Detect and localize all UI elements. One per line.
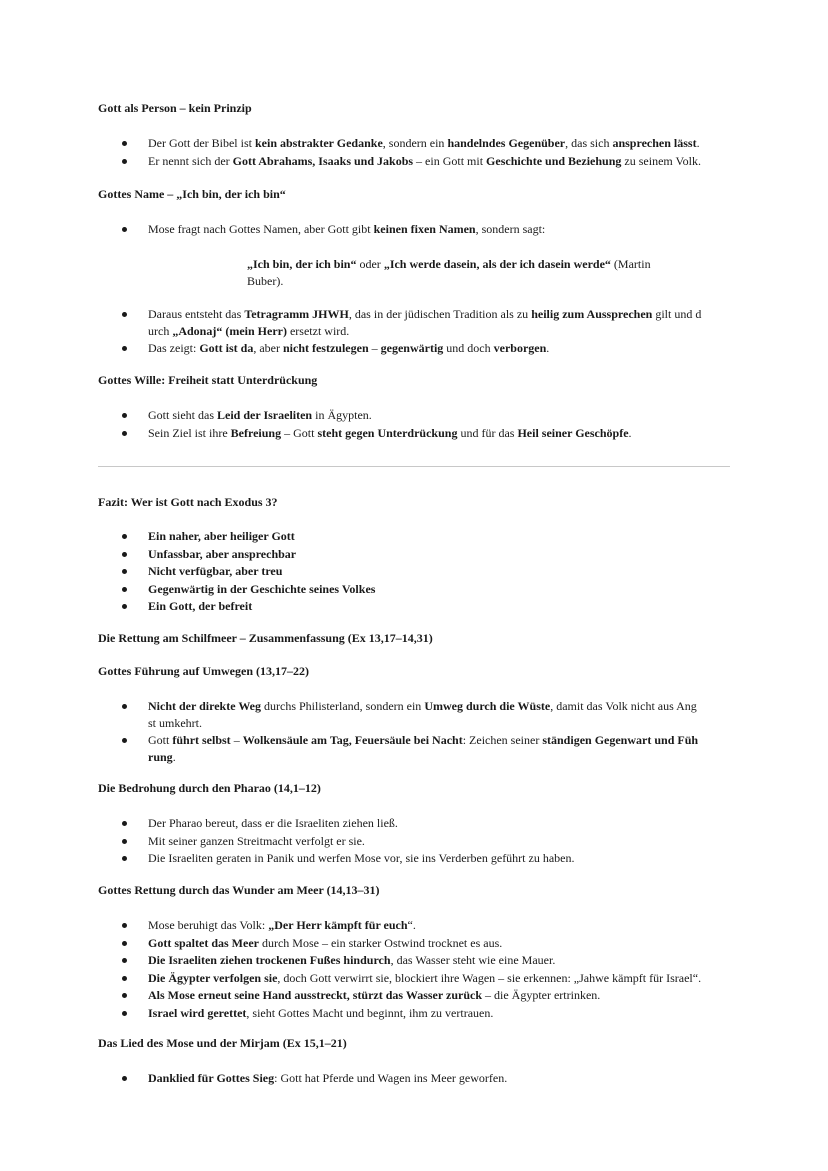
list-item: Mit seiner ganzen Streitmacht verfolgt er sie. [118, 833, 730, 850]
section-heading-gott-als-person: Gott als Person – kein Prinzip [98, 101, 252, 115]
list-item: Mose fragt nach Gottes Namen, aber Gott gibt keinen fixen Namen, sondern sagt: [118, 221, 730, 238]
section-heading-gottes-name: Gottes Name – „Ich bin, der ich bin“ [98, 187, 286, 201]
bullet-list [118, 698, 730, 766]
list-item: Das zeigt: Gott ist da, aber nicht festzulegen – gegenwärtig und doch verborgen. [118, 340, 730, 357]
bullet-list [118, 407, 730, 442]
bullet-list [118, 306, 730, 358]
bullet-list [118, 1070, 730, 1088]
bullet-list [118, 221, 730, 239]
list-item: Die Israeliten ziehen trockenen Fußes hindurch, das Wasser steht wie eine Mauer. [118, 952, 730, 969]
list-item: Die Ägypter verfolgen sie, doch Gott verwirrt sie, blockiert ihre Wagen – sie erkennen: „Jahwe kämpft für Israel“. [118, 970, 730, 987]
list-item: Nicht verfügbar, aber treu [118, 563, 730, 580]
list-item: Der Gott der Bibel ist kein abstrakter Gedanke, sondern ein handelndes Gegenüber, das sich ansprechen lässt. [118, 135, 730, 152]
list-item: Gott führt selbst – Wolkensäule am Tag, Feuersäule bei Nacht: Zeichen seiner ständigen Gegenwart und Füh rung. [118, 732, 730, 765]
list-item: Die Israeliten geraten in Panik und werfen Mose vor, sie ins Verderben geführt zu haben. [118, 850, 730, 867]
list-item: Gott spaltet das Meer durch Mose – ein starker Ostwind trocknet es aus. [118, 935, 730, 952]
list-item: Daraus entsteht das Tetragramm JHWH, das in der jüdischen Tradition als zu heilig zum Aussprechen gilt und d urch „Adonaj“ (mein Herr) ersetzt wird. [118, 306, 730, 339]
bullet-list [118, 815, 730, 868]
list-item: Danklied für Gottes Sieg: Gott hat Pferde und Wagen ins Meer geworfen. [118, 1070, 730, 1087]
section-heading-bedrohung-pharao: Die Bedrohung durch den Pharao (14,1–12) [98, 781, 321, 795]
section-heading-fazit: Fazit: Wer ist Gott nach Exodus 3? [98, 495, 278, 509]
list-item: Israel wird gerettet, sieht Gottes Macht und beginnt, ihm zu vertrauen. [118, 1005, 730, 1022]
section-heading-lied-mose-mirjam: Das Lied des Mose und der Mirjam (Ex 15,1–21) [98, 1036, 347, 1050]
list-item: Er nennt sich der Gott Abrahams, Isaaks und Jakobs – ein Gott mit Geschichte und Beziehung zu seinem Volk. [118, 153, 730, 170]
bullet-list [118, 528, 730, 616]
section-heading-gottes-fuehrung: Gottes Führung auf Umwegen (13,17–22) [98, 664, 309, 678]
list-item: Ein naher, aber heiliger Gott [118, 528, 730, 545]
bullet-list [118, 135, 730, 170]
section-heading-gottes-rettung: Gottes Rettung durch das Wunder am Meer (14,13–31) [98, 883, 380, 897]
section-heading-rettung-schilfmeer: Die Rettung am Schilfmeer – Zusammenfassung (Ex 13,17–14,31) [98, 631, 433, 645]
list-item: Nicht der direkte Weg durchs Philisterland, sondern ein Umweg durch die Wüste, damit das Volk nicht aus Ang st umkehrt. [118, 698, 730, 731]
bullet-list [118, 917, 730, 1022]
list-item: Sein Ziel ist ihre Befreiung – Gott steht gegen Unterdrückung und für das Heil seiner Geschöpfe. [118, 425, 730, 442]
list-item: Gegenwärtig in der Geschichte seines Volkes [118, 581, 730, 598]
section-heading-gottes-wille: Gottes Wille: Freiheit statt Unterdrückung [98, 373, 318, 387]
list-item: Ein Gott, der befreit [118, 598, 730, 615]
list-item: Gott sieht das Leid der Israeliten in Ägypten. [118, 407, 730, 424]
list-item: Der Pharao bereut, dass er die Israeliten ziehen ließ. [118, 815, 730, 832]
block-quote: „Ich bin, der ich bin“ oder „Ich werde dasein, als der ich dasein werde“ (Martin Buber). [247, 257, 651, 288]
horizontal-rule [98, 466, 730, 467]
list-item: Unfassbar, aber ansprechbar [118, 546, 730, 563]
list-item: Mose beruhigt das Volk: „Der Herr kämpft für euch“. [118, 917, 730, 934]
list-item: Als Mose erneut seine Hand ausstreckt, stürzt das Wasser zurück – die Ägypter ertrinken. [118, 987, 730, 1004]
